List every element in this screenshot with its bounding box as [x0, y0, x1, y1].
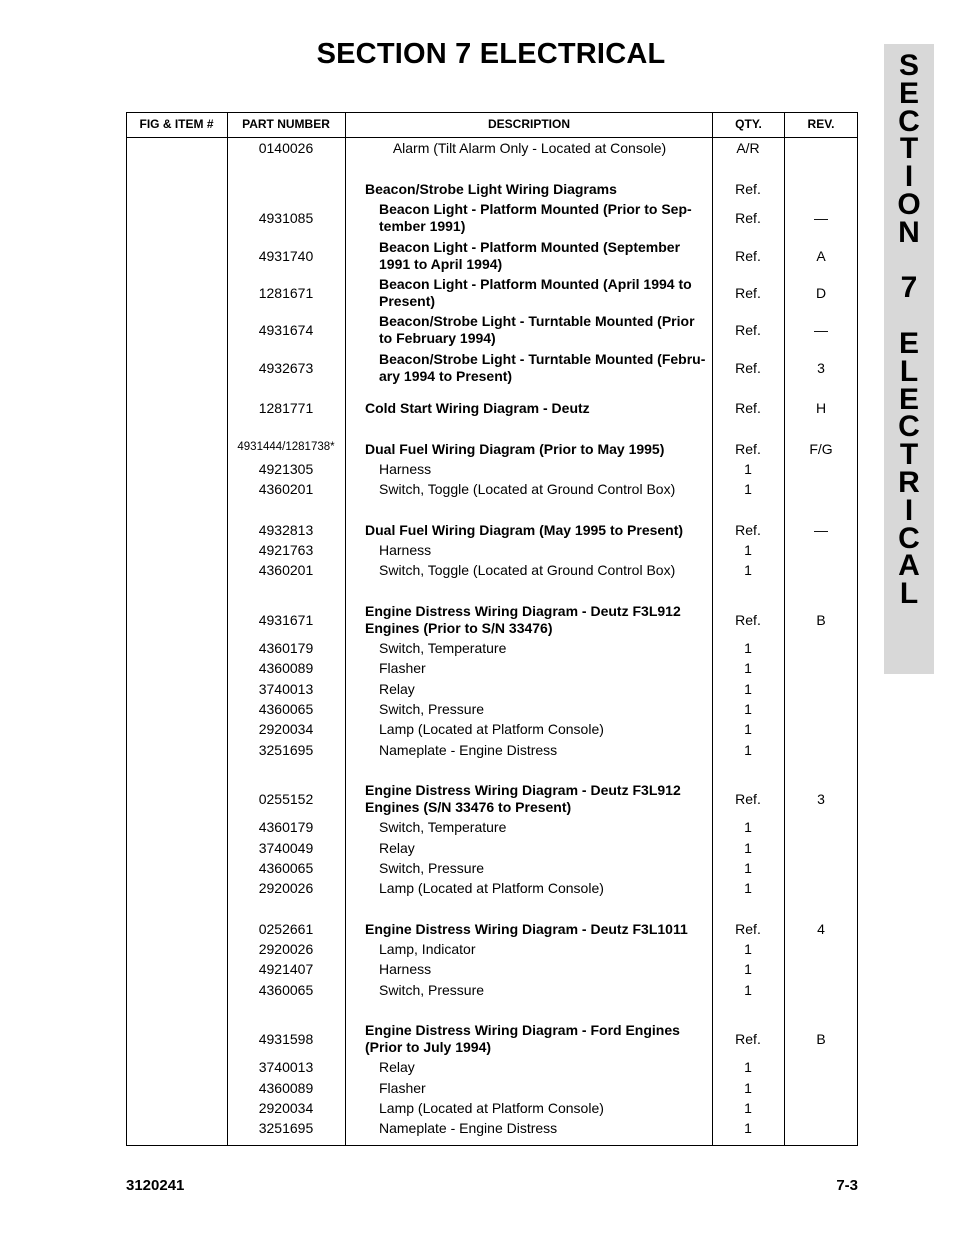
part-number-cell: 4360089: [258, 659, 314, 676]
table-row: [126, 740, 858, 760]
description-cell: Beacon/Strobe Light Wiring Diagrams: [365, 180, 617, 197]
qty-cell: 1: [744, 940, 752, 957]
qty-cell: 1: [744, 541, 752, 558]
description-cell: Dual Fuel Wiring Diagram (Prior to May 1995): [365, 440, 665, 457]
rev-cell: —: [814, 209, 828, 226]
table-row: [126, 838, 858, 858]
table-row: [126, 540, 858, 560]
part-number-cell: 3740049: [258, 839, 314, 856]
description-cell: Relay: [379, 1058, 415, 1075]
part-number-cell: 4931671: [258, 611, 314, 628]
description-cell: Nameplate - Engine Distress: [379, 741, 558, 758]
description-cell: Switch, Temperature: [379, 639, 507, 656]
table-row: [126, 199, 858, 237]
table-row: [126, 878, 858, 898]
qty-cell: 1: [744, 1119, 752, 1136]
description-cell: Dual Fuel Wiring Diagram (May 1995 to Present): [365, 521, 684, 538]
description-cell: Beacon Light - Platform Mounted (Prior to Sep- tember 1991): [379, 201, 692, 234]
rev-cell: —: [814, 321, 828, 338]
part-number-cell: 4932673: [258, 359, 314, 376]
qty-cell: 1: [744, 818, 752, 835]
part-number-cell: 3251695: [258, 741, 314, 758]
page-title: SECTION 7 ELECTRICAL: [316, 38, 666, 70]
part-number-cell: 2920034: [258, 720, 314, 737]
qty-cell: Ref.: [735, 790, 761, 807]
description-cell: Nameplate - Engine Distress: [379, 1119, 558, 1136]
part-number-cell: 1281771: [258, 399, 314, 416]
rev-cell: B: [816, 611, 826, 628]
qty-cell: 1: [744, 879, 752, 896]
description-cell: Harness: [379, 541, 432, 558]
header-qty: QTY.: [735, 117, 762, 131]
qty-cell: Ref.: [735, 321, 761, 338]
rev-cell: 3: [817, 790, 825, 807]
rev-cell: 3: [817, 359, 825, 376]
side-tab-letter: R: [898, 465, 920, 499]
part-number-cell: 4921305: [258, 460, 314, 477]
part-number-cell: 4931085: [258, 209, 314, 226]
side-tab-letter: C: [898, 104, 920, 138]
table-row: [126, 780, 858, 818]
part-number-cell: 1281671: [258, 284, 314, 301]
part-number-cell: 2920034: [258, 1099, 314, 1116]
table-row: [126, 1020, 858, 1058]
description-cell: Switch, Pressure: [379, 859, 485, 876]
table-row: [126, 719, 858, 739]
part-number-cell: 4921407: [258, 960, 314, 977]
header-fig-item: FIG & ITEM #: [139, 117, 214, 131]
rev-cell: A: [816, 247, 826, 264]
description-cell: Engine Distress Wiring Diagram - Deutz F3L912 Engines (S/N 33476 to Present): [365, 782, 681, 815]
rev-cell: H: [815, 399, 827, 416]
table-row: [126, 1118, 858, 1138]
part-number-cell: 4360065: [258, 981, 314, 998]
part-number-cell: 0140026: [258, 139, 314, 156]
side-tab-letter: T: [899, 438, 919, 472]
section-side-tab: [884, 44, 934, 674]
part-number-cell: 3740013: [258, 680, 314, 697]
table-row: [126, 817, 858, 837]
qty-cell: Ref.: [735, 611, 761, 628]
side-tab-letter: I: [904, 160, 914, 194]
side-tab-letter: E: [898, 76, 919, 110]
table-row: [126, 658, 858, 678]
side-tab-letter: E: [898, 326, 919, 360]
table-row: [126, 398, 858, 418]
table-row: [126, 311, 858, 349]
table-row: [126, 520, 858, 540]
side-tab-letter: C: [898, 521, 920, 555]
part-number-cell: 0252661: [258, 920, 314, 937]
side-tab-letter: L: [899, 354, 919, 388]
part-number-cell: 4360065: [258, 859, 314, 876]
rev-cell: B: [816, 1030, 826, 1047]
side-tab-letter: [884, 247, 934, 275]
side-tab-letter: I: [904, 493, 914, 527]
description-cell: Alarm (Tilt Alarm Only - Located at Console): [392, 139, 667, 156]
qty-cell: 1: [744, 1099, 752, 1116]
part-number-cell: 2920026: [258, 940, 314, 957]
description-cell: Harness: [379, 460, 432, 477]
qty-cell: A/R: [736, 139, 760, 156]
description-cell: Engine Distress Wiring Diagram - Deutz F3L912 Engines (Prior to S/N 33476): [365, 603, 681, 636]
description-cell: Switch, Pressure: [379, 700, 485, 717]
table-row: [126, 919, 858, 939]
part-number-cell: 4360089: [258, 1079, 314, 1096]
table-row: [126, 349, 858, 387]
part-number-cell: 4921763: [258, 541, 314, 558]
side-tab-letter: A: [898, 549, 920, 583]
side-tab-letter: N: [898, 215, 920, 249]
description-cell: Flasher: [379, 1079, 426, 1096]
table-row: [126, 439, 858, 459]
table-row: [126, 939, 858, 959]
table-row: [126, 560, 858, 580]
side-tab-letter: S: [898, 49, 919, 82]
description-cell: Relay: [379, 680, 415, 697]
side-tab-letter: [884, 302, 934, 330]
part-number-cell: 4360179: [258, 818, 314, 835]
qty-cell: Ref.: [735, 209, 761, 226]
header-part-number: PART NUMBER: [242, 117, 330, 131]
part-number-cell: 3251695: [258, 1119, 314, 1136]
qty-cell: 1: [744, 960, 752, 977]
part-number-cell: 4360065: [258, 700, 314, 717]
table-row: [126, 980, 858, 1000]
rev-cell: —: [814, 521, 828, 538]
qty-cell: 1: [744, 700, 752, 717]
side-tab-letter: O: [897, 187, 921, 221]
table-row: [126, 1057, 858, 1077]
qty-cell: 1: [744, 561, 752, 578]
qty-cell: 1: [744, 720, 752, 737]
description-cell: Beacon/Strobe Light - Turntable Mounted (Prior to February 1994): [379, 313, 695, 346]
qty-cell: 1: [744, 981, 752, 998]
table-row: [126, 1078, 858, 1098]
rev-cell: 4: [817, 920, 825, 937]
table-row: [126, 679, 858, 699]
side-tab-letter: E: [898, 382, 919, 416]
part-number-cell: 4931598: [258, 1030, 314, 1047]
qty-cell: 1: [744, 839, 752, 856]
table-row: [126, 179, 858, 199]
table-row: [126, 274, 858, 312]
parts-table: [126, 112, 858, 1146]
qty-cell: 1: [744, 460, 752, 477]
description-cell: Relay: [379, 839, 415, 856]
side-tab-label: [884, 49, 934, 611]
description-cell: Beacon/Strobe Light - Turntable Mounted (Febru- ary 1994 to Present): [379, 351, 706, 384]
table-row: [126, 959, 858, 979]
table-row: [126, 138, 858, 158]
side-tab-letter: 7: [900, 271, 918, 305]
table-row: [126, 601, 858, 639]
qty-cell: 1: [744, 741, 752, 758]
rev-cell: F/G: [809, 440, 833, 457]
qty-cell: Ref.: [735, 359, 761, 376]
qty-cell: Ref.: [735, 180, 761, 197]
table-row: [126, 459, 858, 479]
rev-cell: D: [815, 284, 827, 301]
qty-cell: Ref.: [735, 920, 761, 937]
side-tab-letter: T: [899, 132, 919, 166]
part-number-cell: 3740013: [258, 1058, 314, 1075]
part-number-cell: 4360201: [258, 561, 314, 578]
qty-cell: Ref.: [735, 521, 761, 538]
part-number-cell: 4931674: [258, 321, 314, 338]
description-cell: Harness: [379, 960, 432, 977]
part-number-cell: 4360201: [258, 480, 314, 497]
part-number-cell: 4360179: [258, 639, 314, 656]
description-cell: Engine Distress Wiring Diagram - Deutz F3L1011: [365, 920, 688, 937]
table-row: [126, 1098, 858, 1118]
description-cell: Lamp (Located at Platform Console): [379, 1099, 604, 1116]
description-cell: Beacon Light - Platform Mounted (September 1991 to April 1994): [379, 239, 681, 272]
qty-cell: 1: [744, 480, 752, 497]
qty-cell: Ref.: [735, 247, 761, 264]
qty-cell: Ref.: [735, 440, 761, 457]
qty-cell: 1: [744, 659, 752, 676]
description-cell: Switch, Temperature: [379, 818, 507, 835]
qty-cell: 1: [744, 639, 752, 656]
description-cell: Lamp (Located at Platform Console): [379, 720, 604, 737]
page-number: 7-3: [836, 1177, 858, 1194]
description-cell: Flasher: [379, 659, 426, 676]
qty-cell: 1: [744, 680, 752, 697]
side-tab-letter: L: [899, 577, 919, 611]
description-cell: Engine Distress Wiring Diagram - Ford Engines (Prior to July 1994): [365, 1022, 680, 1055]
qty-cell: 1: [744, 1058, 752, 1075]
qty-cell: 1: [744, 1079, 752, 1096]
part-number-cell: 4931444/1281738*: [237, 440, 335, 453]
header-rev: REV.: [807, 117, 835, 131]
side-tab-letter: C: [898, 410, 920, 444]
header-description: DESCRIPTION: [487, 117, 570, 131]
qty-cell: Ref.: [735, 399, 761, 416]
table-row: [126, 638, 858, 658]
part-number-cell: 4932813: [258, 521, 314, 538]
description-cell: Lamp (Located at Platform Console): [379, 879, 604, 896]
table-row: [126, 237, 858, 275]
description-cell: Switch, Toggle (Located at Ground Control Box): [379, 480, 676, 497]
qty-cell: Ref.: [735, 284, 761, 301]
table-row: [126, 479, 858, 499]
description-cell: Beacon Light - Platform Mounted (April 1994 to Present): [379, 276, 692, 309]
part-number-cell: 0255152: [258, 790, 314, 807]
document-number: 3120241: [126, 1177, 185, 1194]
description-cell: Switch, Pressure: [379, 981, 485, 998]
part-number-cell: 4931740: [258, 247, 314, 264]
qty-cell: Ref.: [735, 1030, 761, 1047]
qty-cell: 1: [744, 859, 752, 876]
part-number-cell: 2920026: [258, 879, 314, 896]
description-cell: Cold Start Wiring Diagram - Deutz: [365, 399, 590, 416]
description-cell: Lamp, Indicator: [379, 940, 476, 957]
description-cell: Switch, Toggle (Located at Ground Control Box): [379, 561, 676, 578]
table-row: [126, 858, 858, 878]
table-row: [126, 699, 858, 719]
